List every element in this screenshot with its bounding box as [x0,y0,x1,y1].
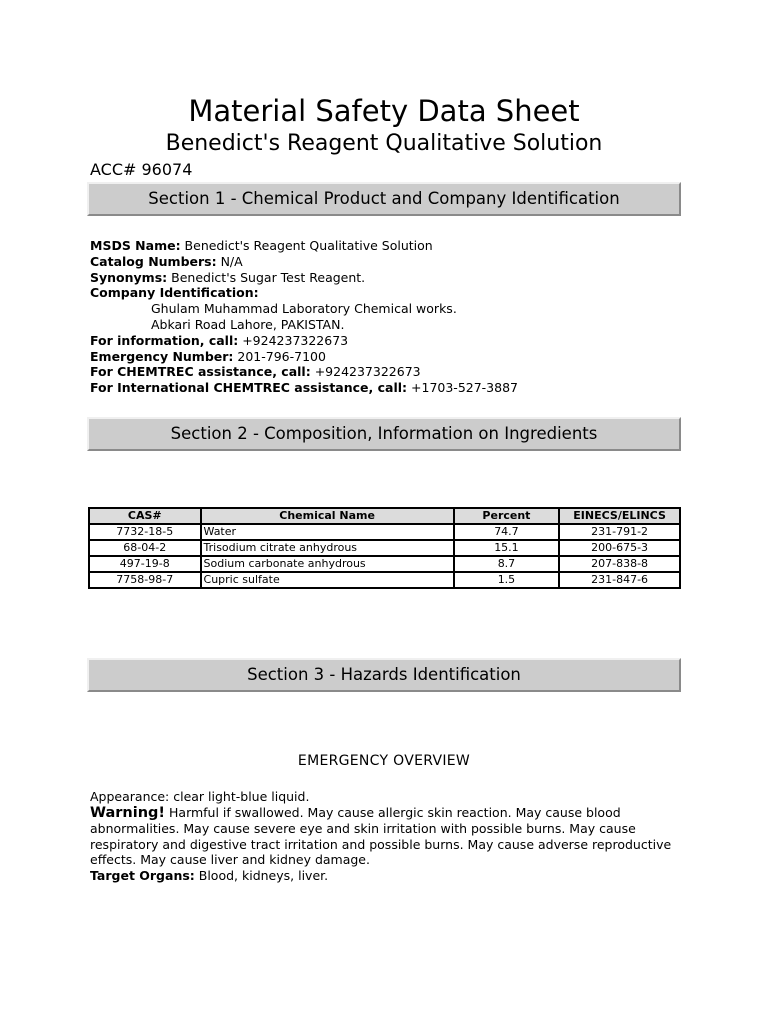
chemical-name-cell: Sodium carbonate anhydrous [201,556,454,572]
einecs-cell: 231-791-2 [559,524,680,540]
msds-name-value: Benedict's Reagent Qualitative Solution [180,238,433,253]
company-row [90,285,518,301]
catalog-label: Catalog Numbers: [90,253,217,269]
percent-cell: 1.5 [454,572,560,588]
warning-text: Harmful if swallowed. May cause allergic skin reaction. May cause blood abnormalities. May cause severe eye and skin irritation with possible burns. May cause respiratory and digestive tract irritation and possible burns. May cause adverse reproductive effects. May cause liver and kidney damage. [90,804,672,867]
emergency-value: 201-796-7100 [233,348,326,364]
table-row [89,540,680,556]
page-title: Material Safety Data Sheet [188,94,580,128]
synonyms-value: Benedict's Sugar Test Reagent. [167,269,366,285]
ingredients-table [88,507,681,589]
intl-chemtrec-row [90,380,518,396]
section-3-header: Section 3 - Hazards Identification [87,658,681,692]
warning-label: Warning! [90,804,166,821]
chemtrec-value: +924237322673 [310,364,421,380]
section-1-header: Section 1 - Chemical Product and Company Identification [87,182,681,216]
column-header: Percent [454,508,560,524]
msds-name-label: MSDS Name: [90,238,181,253]
column-header: EINECS/ELINCS [559,508,680,524]
emergency-row [90,349,518,365]
chemtrec-label: For CHEMTREC assistance, call: [90,364,311,380]
table-row [89,524,680,540]
appearance-text: Appearance: clear light-blue liquid. [90,789,310,804]
target-organs-row [90,868,690,884]
table-row [89,556,680,572]
target-organs-value: Blood, kidneys, liver. [194,867,329,883]
einecs-cell: 207-838-8 [559,556,680,572]
acc-number: ACC# 96074 [90,160,193,179]
column-header: CAS# [89,508,201,524]
company-label: Company Identification: [90,285,259,301]
catalog-value: N/A [216,253,243,269]
chemical-name-cell: Cupric sulfate [201,572,454,588]
catalog-row [90,254,518,270]
chemical-name-cell: Water [201,524,454,540]
emergency-overview-title: EMERGENCY OVERVIEW [297,753,471,769]
percent-cell: 15.1 [454,540,560,556]
cas-cell: 7732-18-5 [89,524,201,540]
page-subtitle: Benedict's Reagent Qualitative Solution [165,131,603,156]
warning-paragraph [90,805,690,868]
section-2-header: Section 2 - Composition, Information on Ingredients [87,417,681,451]
target-organs-label: Target Organs: [90,867,195,883]
column-header: Chemical Name [201,508,454,524]
cas-cell: 497-19-8 [89,556,201,572]
identification-block [90,238,518,396]
percent-cell: 74.7 [454,524,560,540]
einecs-cell: 231-847-6 [559,572,680,588]
synonyms-label: Synonyms: [90,269,168,285]
company-line-1: Ghulam Muhammad Laboratory Chemical works. [151,301,457,317]
percent-cell: 8.7 [454,556,560,572]
info-call-row [90,333,518,349]
cas-cell: 7758-98-7 [89,572,201,588]
synonyms-row [90,270,518,286]
intl-chemtrec-value: +1703-527-3887 [407,380,518,396]
msds-name-row [90,238,518,254]
chemtrec-row [90,364,518,380]
company-line-2: Abkari Road Lahore, PAKISTAN. [151,316,345,332]
intl-chemtrec-label: For International CHEMTREC assistance, call: [90,380,408,396]
emergency-label: Emergency Number: [90,348,234,364]
cas-cell: 68-04-2 [89,540,201,556]
table-row [89,572,680,588]
hazard-block [90,789,690,883]
einecs-cell: 200-675-3 [559,540,680,556]
info-call-label: For information, call: [90,332,239,348]
info-call-value: +924237322673 [238,332,349,348]
chemical-name-cell: Trisodium citrate anhydrous [201,540,454,556]
table-header-row [89,508,680,524]
